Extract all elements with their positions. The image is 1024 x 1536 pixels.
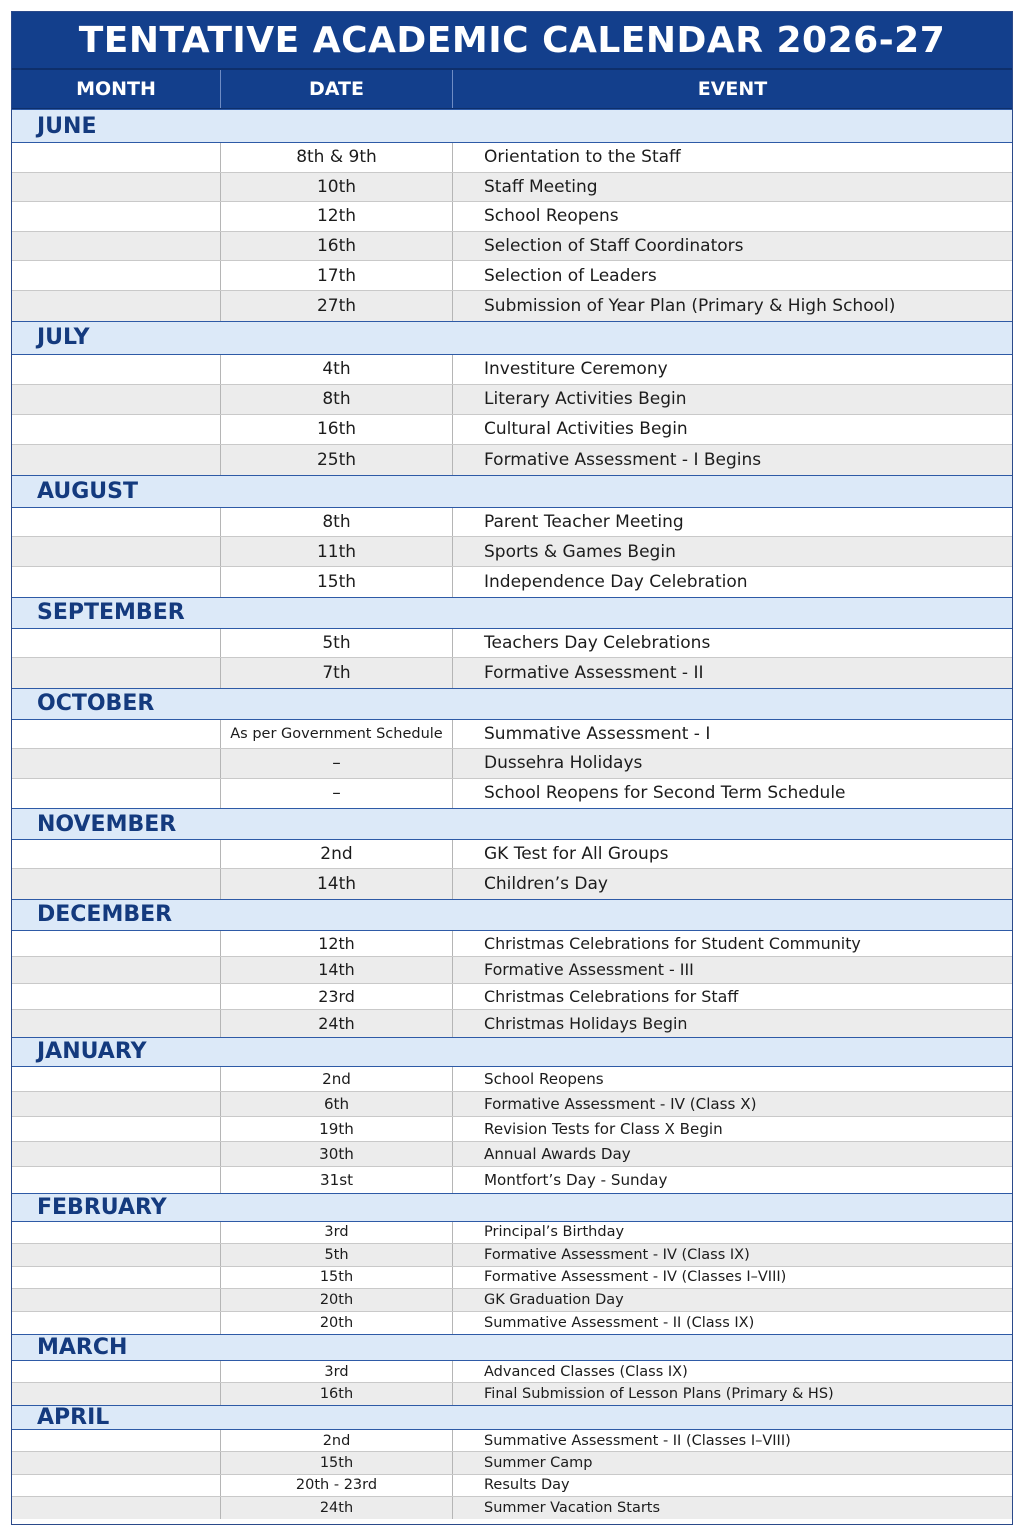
event-cell: Selection of Leaders — [484, 265, 657, 286]
event-cell: Christmas Celebrations for Student Community — [484, 933, 861, 953]
date-cell: 2nd — [221, 1067, 453, 1091]
table-row — [12, 537, 1012, 567]
event-cell: Formative Assessment - II — [484, 662, 704, 683]
event-cell: Formative Assessment - IV (Class IX) — [484, 1246, 750, 1263]
table-row — [12, 445, 1012, 475]
event-cell: Investiture Ceremony — [484, 359, 668, 380]
month-cell — [12, 931, 221, 957]
date-cell: 12th — [221, 202, 453, 231]
event-cell: Staff Meeting — [484, 176, 598, 197]
month-block-june — [12, 109, 1012, 321]
event-cell: Revision Tests for Class X Begin — [484, 1120, 723, 1139]
event-cell: Cultural Activities Begin — [484, 419, 688, 440]
month-cell — [12, 1092, 221, 1116]
event-cell: Summer Vacation Starts — [484, 1500, 661, 1517]
date-cell: 2nd — [221, 840, 453, 868]
event-cell: Summative Assessment - I — [484, 723, 711, 744]
month-cell — [12, 1167, 221, 1192]
month-block-august — [12, 475, 1012, 597]
header-date: DATE — [221, 70, 453, 108]
month-cell — [12, 1383, 221, 1405]
month-cell — [12, 869, 221, 898]
date-cell: 2nd — [221, 1430, 453, 1451]
month-cell — [12, 840, 221, 868]
table-header — [12, 70, 1012, 109]
date-cell: 5th — [221, 1244, 453, 1266]
month-label: NOVEMBER — [12, 808, 1012, 840]
month-cell — [12, 984, 221, 1010]
month-block-february — [12, 1193, 1012, 1335]
month-cell — [12, 1142, 221, 1166]
event-cell: Summative Assessment - II (Classes I–VIII) — [484, 1432, 791, 1449]
month-cell — [12, 567, 221, 597]
table-row — [12, 385, 1012, 415]
date-cell: 16th — [221, 232, 453, 261]
month-cell — [12, 385, 221, 414]
month-cell — [12, 1117, 221, 1141]
date-cell: 8th — [221, 508, 453, 537]
event-cell: Teachers Day Celebrations — [484, 632, 711, 653]
table-row — [12, 720, 1012, 750]
month-cell — [12, 261, 221, 290]
event-cell: GK Graduation Day — [484, 1291, 624, 1308]
date-cell: 15th — [221, 567, 453, 597]
date-cell: 20th - 23rd — [221, 1475, 453, 1496]
event-cell: Sports & Games Begin — [484, 541, 676, 562]
date-cell: – — [221, 749, 453, 778]
table-row — [12, 291, 1012, 321]
event-cell: Formative Assessment - I Begins — [484, 449, 762, 470]
month-label: DECEMBER — [12, 899, 1012, 931]
table-row — [12, 1497, 1012, 1519]
table-row — [12, 1289, 1012, 1312]
event-cell: Dussehra Holidays — [484, 753, 643, 774]
month-block-october — [12, 688, 1012, 809]
event-cell: Formative Assessment - IV (Class X) — [484, 1095, 757, 1113]
event-cell: Results Day — [484, 1477, 570, 1494]
date-cell: 4th — [221, 355, 453, 384]
month-cell — [12, 1312, 221, 1335]
date-cell: 27th — [221, 291, 453, 321]
month-label: AUGUST — [12, 475, 1012, 508]
month-cell — [12, 291, 221, 321]
table-row — [12, 202, 1012, 232]
table-row — [12, 1430, 1012, 1452]
date-cell: 7th — [221, 658, 453, 688]
date-cell: 10th — [221, 173, 453, 202]
table-row — [12, 261, 1012, 291]
month-cell — [12, 1452, 221, 1473]
month-label: APRIL — [12, 1405, 1012, 1430]
month-cell — [12, 1010, 221, 1037]
date-cell: 16th — [221, 415, 453, 444]
table-row — [12, 1117, 1012, 1142]
month-cell — [12, 1430, 221, 1451]
page-title: TENTATIVE ACADEMIC CALENDAR 2026-27 — [12, 12, 1012, 70]
event-cell: Formative Assessment - III — [484, 960, 694, 980]
date-cell: As per Government Schedule — [221, 720, 453, 749]
event-cell: Summative Assessment - II (Class IX) — [484, 1314, 755, 1331]
date-cell: 14th — [221, 957, 453, 983]
table-row — [12, 658, 1012, 688]
date-cell: 16th — [221, 1383, 453, 1405]
table-row — [12, 1067, 1012, 1092]
date-cell: 3rd — [221, 1361, 453, 1382]
month-cell — [12, 957, 221, 983]
event-cell: Children’s Day — [484, 874, 608, 895]
date-cell: 8th — [221, 385, 453, 414]
event-cell: Annual Awards Day — [484, 1145, 631, 1164]
month-label: SEPTEMBER — [12, 597, 1012, 629]
date-cell: 11th — [221, 537, 453, 566]
month-block-january — [12, 1037, 1012, 1193]
date-cell: 24th — [221, 1497, 453, 1519]
date-cell: 3rd — [221, 1222, 453, 1244]
date-cell: 14th — [221, 869, 453, 898]
date-cell: 23rd — [221, 984, 453, 1010]
event-cell: Formative Assessment - IV (Classes I–VIII) — [484, 1269, 787, 1286]
table-row — [12, 508, 1012, 538]
date-cell: 30th — [221, 1142, 453, 1166]
table-row — [12, 1010, 1012, 1037]
month-cell — [12, 1244, 221, 1266]
event-cell: Final Submission of Lesson Plans (Primary & HS) — [484, 1386, 834, 1403]
event-cell: Submission of Year Plan (Primary & High School) — [484, 295, 896, 316]
table-row — [12, 1244, 1012, 1267]
header-month: MONTH — [12, 70, 221, 108]
month-block-december — [12, 899, 1012, 1037]
event-cell: School Reopens — [484, 206, 619, 227]
event-cell: Orientation to the Staff — [484, 147, 681, 168]
table-row — [12, 1142, 1012, 1167]
month-cell — [12, 173, 221, 202]
month-cell — [12, 1497, 221, 1519]
table-row — [12, 567, 1012, 597]
month-label: FEBRUARY — [12, 1193, 1012, 1222]
month-cell — [12, 355, 221, 384]
table-row — [12, 415, 1012, 445]
month-label: OCTOBER — [12, 688, 1012, 720]
month-cell — [12, 508, 221, 537]
table-row — [12, 779, 1012, 809]
month-cell — [12, 629, 221, 658]
date-cell: – — [221, 779, 453, 809]
month-block-november — [12, 808, 1012, 899]
event-cell: Montfort’s Day - Sunday — [484, 1171, 668, 1190]
event-cell: Christmas Celebrations for Staff — [484, 986, 739, 1006]
month-cell — [12, 415, 221, 444]
event-cell: School Reopens — [484, 1069, 604, 1088]
month-block-april — [12, 1405, 1012, 1519]
table-row — [12, 840, 1012, 869]
month-cell — [12, 779, 221, 809]
month-cell — [12, 1267, 221, 1289]
date-cell: 17th — [221, 261, 453, 290]
table-row — [12, 1167, 1012, 1192]
date-cell: 25th — [221, 445, 453, 475]
table-row — [12, 931, 1012, 958]
event-cell: Selection of Staff Coordinators — [484, 236, 744, 257]
table-row — [12, 984, 1012, 1011]
date-cell: 15th — [221, 1267, 453, 1289]
event-cell: Principal’s Birthday — [484, 1224, 625, 1241]
month-block-july — [12, 321, 1012, 475]
event-cell: Literary Activities Begin — [484, 389, 687, 410]
calendar-body — [12, 109, 1012, 1524]
month-cell — [12, 1475, 221, 1496]
month-cell — [12, 232, 221, 261]
month-cell — [12, 1067, 221, 1091]
date-cell: 24th — [221, 1010, 453, 1037]
table-row — [12, 1092, 1012, 1117]
month-cell — [12, 720, 221, 749]
event-cell: Parent Teacher Meeting — [484, 511, 684, 532]
date-cell: 19th — [221, 1117, 453, 1141]
month-cell — [12, 202, 221, 231]
date-cell: 8th & 9th — [221, 143, 453, 172]
month-label: JANUARY — [12, 1037, 1012, 1067]
month-cell — [12, 1289, 221, 1311]
table-row — [12, 629, 1012, 659]
header-event: EVENT — [697, 78, 768, 100]
month-label: MARCH — [12, 1334, 1012, 1361]
event-cell: Christmas Holidays Begin — [484, 1013, 688, 1033]
table-row — [12, 957, 1012, 984]
month-cell — [12, 658, 221, 688]
event-cell: Advanced Classes (Class IX) — [484, 1363, 688, 1380]
table-row — [12, 355, 1012, 385]
event-cell: School Reopens for Second Term Schedule — [484, 783, 846, 804]
calendar-sheet — [11, 11, 1013, 1525]
table-row — [12, 1452, 1012, 1474]
event-cell: GK Test for All Groups — [484, 844, 669, 865]
event-cell: Summer Camp — [484, 1455, 593, 1472]
date-cell: 20th — [221, 1289, 453, 1311]
table-row — [12, 1383, 1012, 1405]
date-cell: 12th — [221, 931, 453, 957]
month-block-september — [12, 597, 1012, 688]
table-row — [12, 1222, 1012, 1245]
date-cell: 6th — [221, 1092, 453, 1116]
month-cell — [12, 537, 221, 566]
table-row — [12, 173, 1012, 203]
table-row — [12, 869, 1012, 898]
date-cell: 5th — [221, 629, 453, 658]
month-cell — [12, 1361, 221, 1382]
table-row — [12, 143, 1012, 173]
table-row — [12, 1475, 1012, 1497]
table-row — [12, 232, 1012, 262]
month-label: JULY — [12, 321, 1012, 355]
date-cell: 31st — [221, 1167, 453, 1192]
month-cell — [12, 143, 221, 172]
table-row — [12, 1312, 1012, 1335]
table-row — [12, 749, 1012, 779]
month-cell — [12, 445, 221, 475]
table-row — [12, 1361, 1012, 1383]
month-cell — [12, 1222, 221, 1244]
date-cell: 15th — [221, 1452, 453, 1473]
table-row — [12, 1267, 1012, 1290]
month-block-march — [12, 1334, 1012, 1405]
event-cell: Independence Day Celebration — [484, 571, 748, 592]
date-cell: 20th — [221, 1312, 453, 1335]
month-cell — [12, 749, 221, 778]
month-label: JUNE — [12, 109, 1012, 143]
